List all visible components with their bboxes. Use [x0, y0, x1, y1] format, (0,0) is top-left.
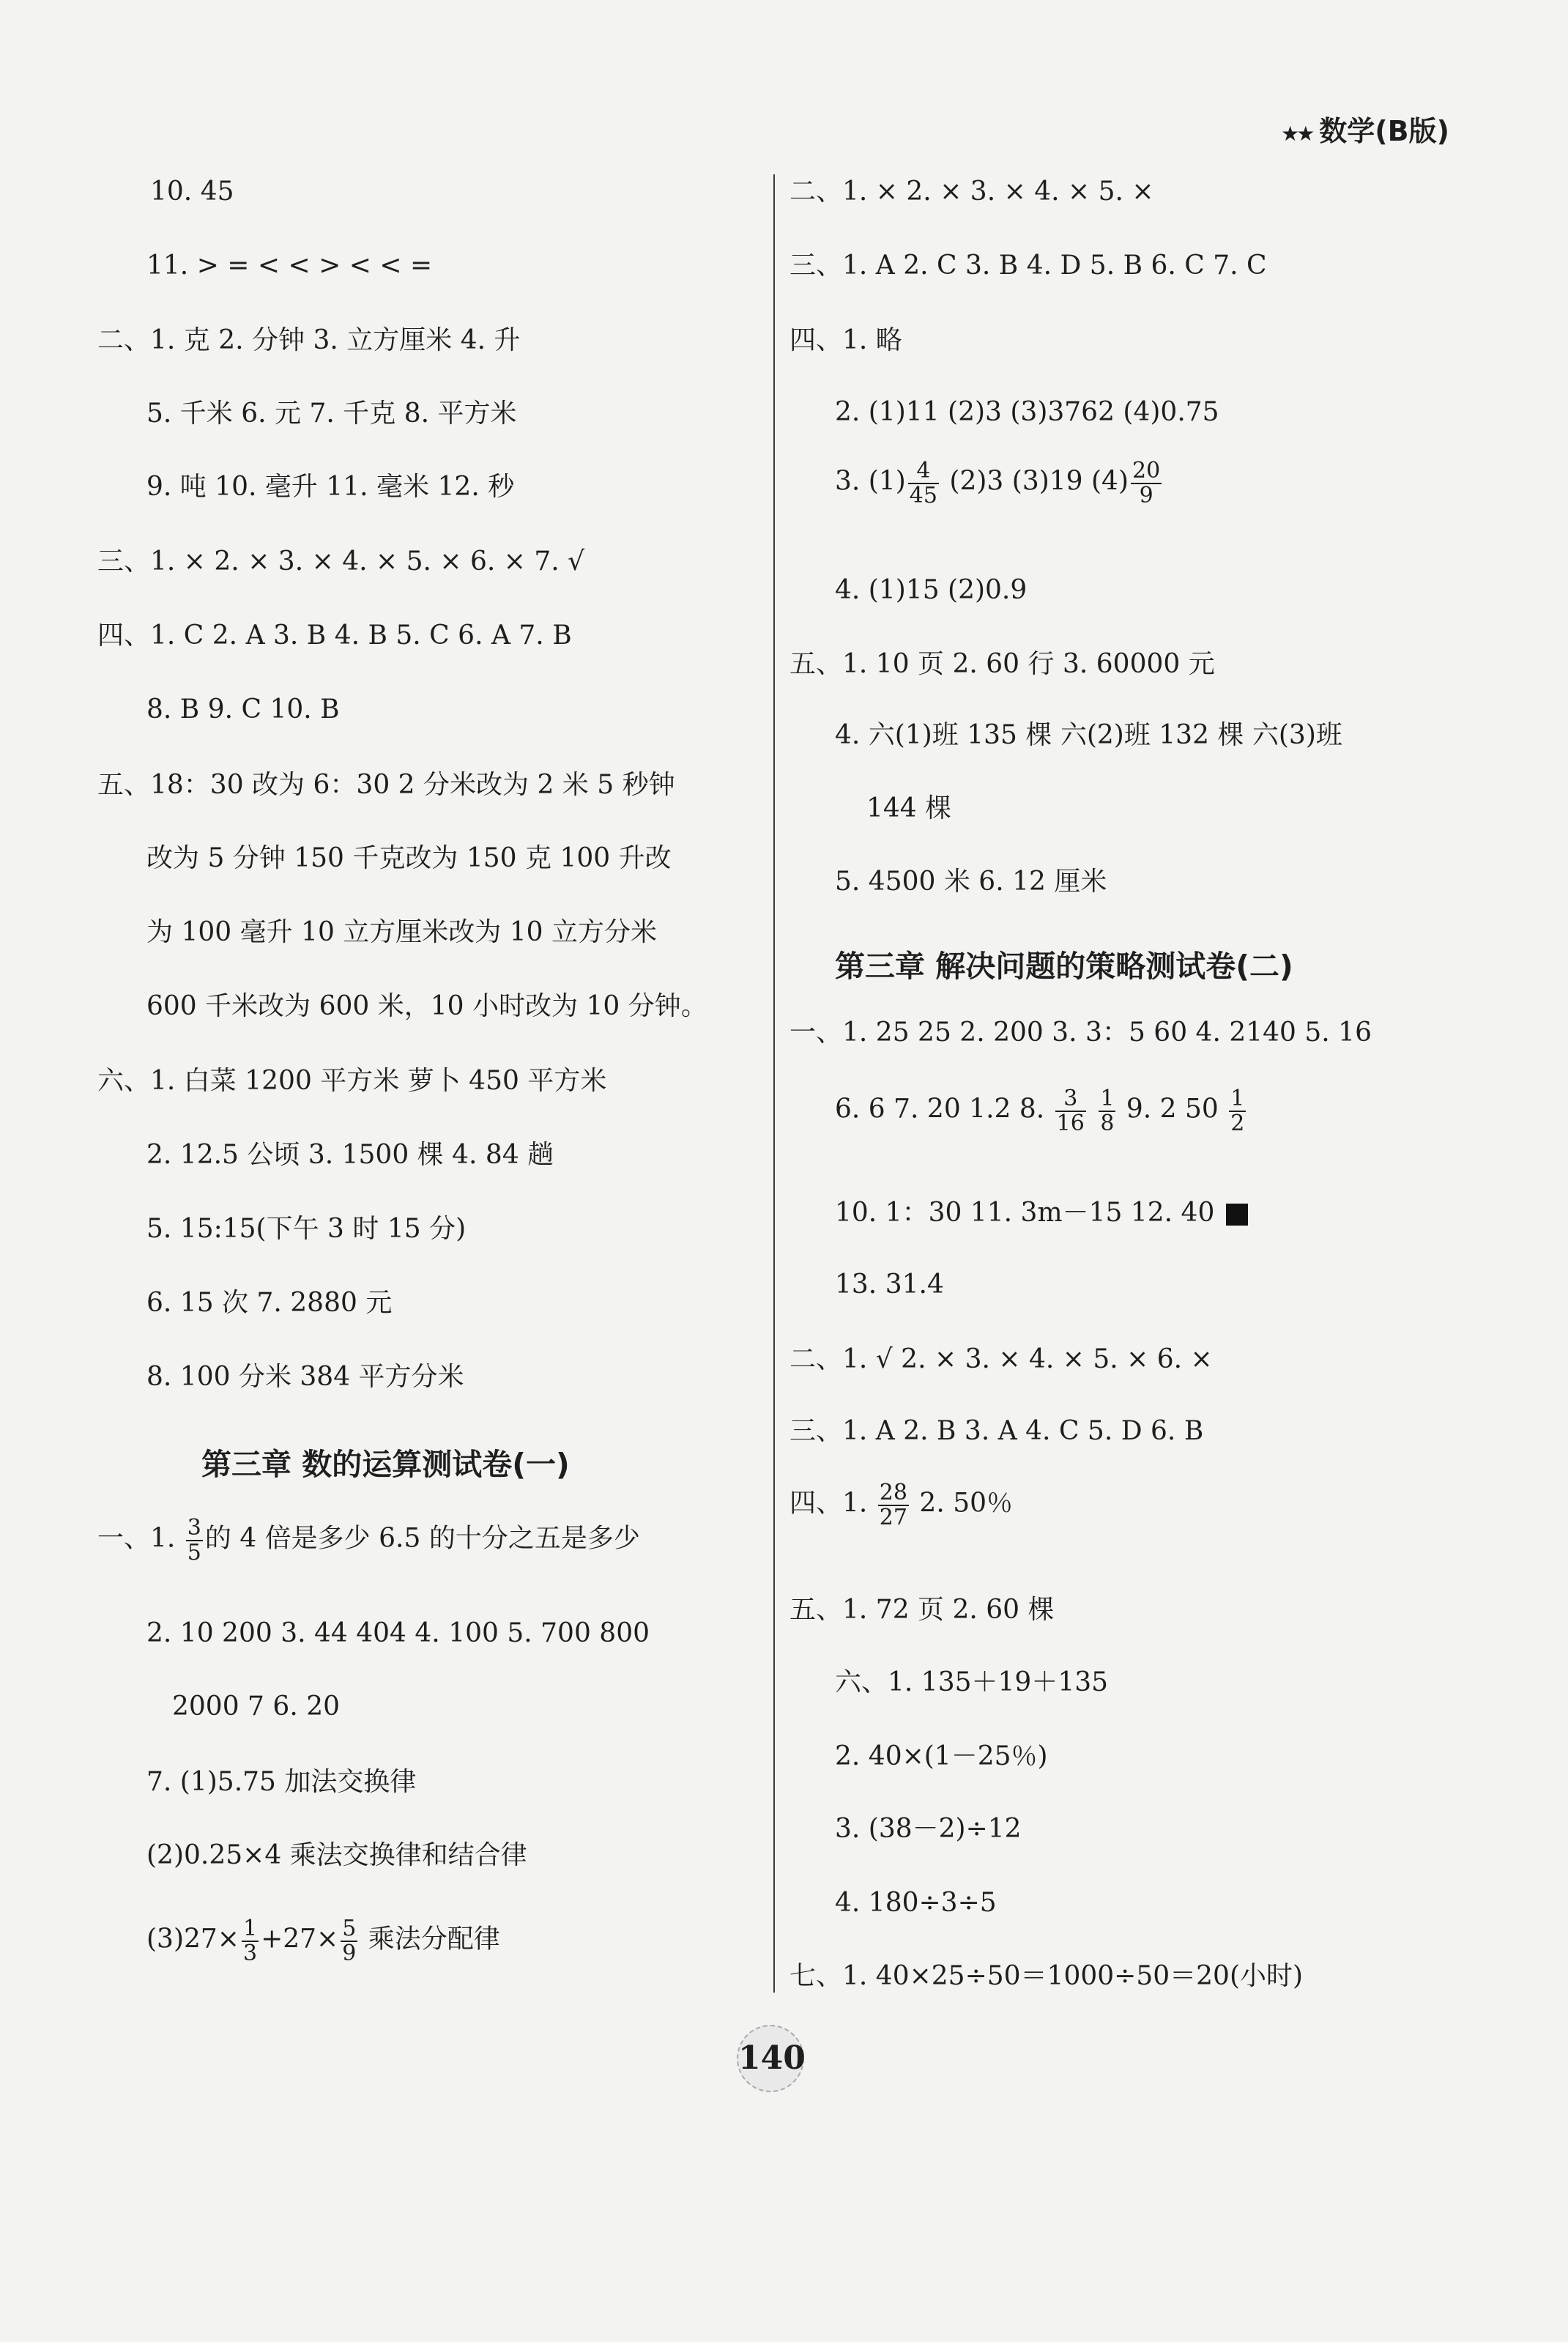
- answer-text: 2. (1)11 (2)3 (3)3762 (4)0.75: [835, 397, 1219, 427]
- answer-line: [146, 1364, 464, 1390]
- answer-line: [789, 651, 1215, 678]
- filled-square-icon: [1226, 1204, 1248, 1226]
- answer-text: 8. 100 分米 384 平方分米: [146, 1362, 464, 1392]
- answer-line: [835, 1272, 944, 1298]
- answer-text: (2)3 (3)19 (4): [940, 466, 1129, 497]
- fraction-numerator: 5: [342, 1916, 357, 1941]
- answer-line: [789, 1020, 1372, 1046]
- fraction-denominator: 45: [909, 482, 937, 508]
- answer-text: 5. 15:15(下午 3 时 15 分): [146, 1214, 467, 1244]
- answer-line: [835, 722, 1342, 749]
- answer-line: [835, 1087, 1248, 1135]
- answer-line: [146, 1620, 650, 1647]
- answer-line: [146, 1917, 500, 1965]
- answer-text: 9. 2 50: [1118, 1094, 1227, 1124]
- answer-text: (2)0.25×4 乘法交换律和结合律: [146, 1840, 527, 1870]
- answer-line: [146, 1769, 416, 1796]
- answer-line: [146, 993, 707, 1020]
- answer-text: 三、1. A 2. C 3. B 4. D 5. B 6. C 7. C: [789, 251, 1267, 281]
- fraction-denominator: 2: [1230, 1110, 1245, 1136]
- answer-text: 8. B 9. C 10. B: [146, 694, 340, 725]
- answer-line: [835, 1743, 1048, 1770]
- answer-text: 五、1. 72 页 2. 60 棵: [789, 1595, 1055, 1625]
- answer-text: 四、1. 略: [789, 325, 902, 355]
- fraction: [878, 1481, 909, 1529]
- answer-text: 11. > = < < > < < =: [146, 251, 433, 281]
- answer-text: +27×: [261, 1924, 339, 1954]
- answer-line: [789, 1418, 1203, 1445]
- fraction-denominator: 3: [242, 1940, 258, 1966]
- answer-text: 一、1.: [97, 1523, 184, 1554]
- answer-line: [97, 772, 675, 798]
- answer-text: 13. 31.4: [835, 1270, 944, 1300]
- answer-line: [146, 474, 514, 500]
- answer-line: [146, 1216, 466, 1242]
- answer-text: 五、1. 10 页 2. 60 行 3. 60000 元: [789, 649, 1215, 679]
- answer-line: [835, 1200, 1248, 1226]
- fraction-numerator: 28: [879, 1480, 907, 1505]
- answer-text: 三、1. × 2. × 3. × 4. × 5. × 6. × 7. √: [97, 546, 585, 577]
- answer-line: [789, 1963, 1303, 1990]
- answer-text: 4. 六(1)班 135 棵 六(2)班 132 棵 六(3)班: [835, 720, 1342, 750]
- fraction-denominator: 16: [1056, 1110, 1085, 1136]
- answer-line: [835, 459, 1164, 507]
- answer-text: 6. 15 次 7. 2880 元: [146, 1288, 393, 1318]
- fraction-numerator: 20: [1132, 458, 1161, 483]
- answer-text: 七、1. 40×25÷50＝1000÷50＝20(小时): [789, 1961, 1304, 1991]
- answer-text: 4. (1)15 (2)0.9: [835, 575, 1028, 605]
- answer-line: [789, 1346, 1213, 1373]
- answer-line: [97, 327, 521, 354]
- answer-line: [146, 919, 657, 946]
- header-title: 数学(B版): [1319, 115, 1449, 147]
- answer-line: [835, 577, 1027, 604]
- answer-text: 2. 40×(1－25％): [835, 1741, 1048, 1771]
- answer-text: 10. 1：30 11. 3m－15 12. 40: [835, 1198, 1215, 1228]
- answer-text: 5. 4500 米 6. 12 厘米: [835, 867, 1107, 897]
- answer-text: 144 棵: [866, 793, 952, 823]
- answer-text: 六、1. 135＋19＋135: [835, 1667, 1109, 1697]
- answer-line: [146, 401, 517, 427]
- page-header: [1281, 108, 1449, 149]
- fraction-numerator: 4: [908, 459, 939, 484]
- fraction-denominator: 8: [1100, 1110, 1115, 1136]
- fraction-numerator: 1: [242, 1916, 258, 1941]
- answer-line: [835, 1667, 1109, 1697]
- fraction-denominator: 5: [187, 1539, 201, 1565]
- answer-text: [1088, 1094, 1096, 1124]
- fraction-numerator: 3: [187, 1515, 201, 1541]
- answer-line: [866, 793, 952, 823]
- answer-text: 2. 50％: [910, 1488, 1014, 1519]
- fraction: [242, 1917, 259, 1965]
- answer-text: 一、1. 25 25 2. 200 3. 3：5 60 4. 2140 5. 16: [789, 1018, 1372, 1048]
- section-title: 第三章 解决问题的策略测试卷(二): [835, 949, 1293, 984]
- answer-text: 二、1. √ 2. × 3. × 4. × 5. × 6. ×: [789, 1344, 1213, 1374]
- answer-text: 乘法分配律: [360, 1924, 500, 1954]
- answer-text: 2. 12.5 公顷 3. 1500 棵 4. 84 趟: [146, 1140, 554, 1170]
- answer-line: [146, 253, 432, 279]
- answer-text: 的 4 倍是多少 6.5 的十分之五是多少: [204, 1523, 640, 1554]
- answer-text: 5. 千米 6. 元 7. 千克 8. 平方米: [146, 399, 517, 429]
- fraction-numerator: 1: [1100, 1086, 1115, 1111]
- fraction-denominator: 9: [1139, 482, 1153, 508]
- fraction: [1055, 1087, 1086, 1135]
- fraction-numerator: 1: [1230, 1086, 1245, 1111]
- fraction: [186, 1516, 203, 1564]
- answer-text: 10. 45: [150, 177, 234, 207]
- answer-text: 三、1. A 2. B 3. A 4. C 5. D 6. B: [789, 1416, 1204, 1446]
- answer-text: 4. 180÷3÷5: [835, 1888, 997, 1918]
- answer-line: [146, 1142, 554, 1168]
- answer-text: 四、1. C 2. A 3. B 4. B 5. C 6. A 7. B: [97, 620, 572, 651]
- answer-text: 二、1. × 2. × 3. × 4. × 5. ×: [789, 177, 1154, 207]
- answer-line: [789, 253, 1267, 279]
- answer-text: 改为 5 分钟 150 千克改为 150 克 100 升改: [146, 843, 672, 873]
- column-divider: [773, 174, 775, 1993]
- answer-text: 五、18：30 改为 6：30 2 分米改为 2 米 5 秒钟: [97, 770, 675, 800]
- answer-line: [97, 620, 572, 651]
- answer-line: [835, 1890, 997, 1916]
- answer-line: [172, 1691, 341, 1722]
- section-title: 第三章 数的运算测试卷(一): [201, 1447, 570, 1482]
- answer-text: 二、1. 克 2. 分钟 3. 立方厘米 4. 升: [97, 325, 521, 355]
- answer-text: 9. 吨 10. 毫升 11. 毫米 12. 秒: [146, 472, 515, 502]
- answer-text: 2000 7 6. 20: [172, 1691, 341, 1722]
- answer-text: 为 100 毫升 10 立方厘米改为 10 立方分米: [146, 917, 657, 947]
- fraction: [908, 459, 939, 507]
- answer-line: [146, 845, 672, 872]
- answer-text: 7. (1)5.75 加法交换律: [146, 1767, 417, 1797]
- answer-line: [150, 179, 234, 205]
- answer-line: [97, 1516, 640, 1564]
- answer-line: [146, 1290, 392, 1316]
- answer-line: [835, 1816, 1022, 1842]
- answer-line: [789, 327, 902, 354]
- answer-line: [789, 179, 1154, 205]
- fraction-denominator: 27: [879, 1504, 907, 1530]
- fraction: [1099, 1087, 1115, 1135]
- answer-text: 2. 10 200 3. 44 404 4. 100 5. 700 800: [146, 1618, 650, 1648]
- answer-text: 3. (1): [835, 466, 906, 497]
- answer-text: 四、1.: [789, 1488, 876, 1519]
- answer-line: [835, 399, 1219, 426]
- fraction: [341, 1917, 357, 1965]
- star-icon: ★★: [1281, 122, 1312, 146]
- fraction-denominator: 9: [342, 1940, 357, 1966]
- answer-line: [789, 1481, 1013, 1529]
- answer-line: [97, 546, 585, 577]
- answer-line: [97, 1068, 606, 1094]
- page-number: 140: [737, 2025, 804, 2092]
- answer-text: 六、1. 白菜 1200 平方米 萝卜 450 平方米: [97, 1066, 607, 1096]
- answer-text: (3)27×: [146, 1924, 239, 1954]
- answer-text: 600 千米改为 600 米，10 小时改为 10 分钟。: [146, 991, 707, 1021]
- answer-line: [146, 1842, 527, 1869]
- answer-text: 6. 6 7. 20 1.2 8.: [835, 1094, 1053, 1124]
- answer-line: [146, 694, 340, 725]
- answer-line: [835, 869, 1107, 895]
- answer-text: 3. (38－2)÷12: [835, 1814, 1022, 1844]
- answer-line: [789, 1597, 1055, 1623]
- fraction: [1229, 1087, 1246, 1135]
- fraction-numerator: 3: [1055, 1087, 1086, 1112]
- fraction: [1131, 459, 1162, 507]
